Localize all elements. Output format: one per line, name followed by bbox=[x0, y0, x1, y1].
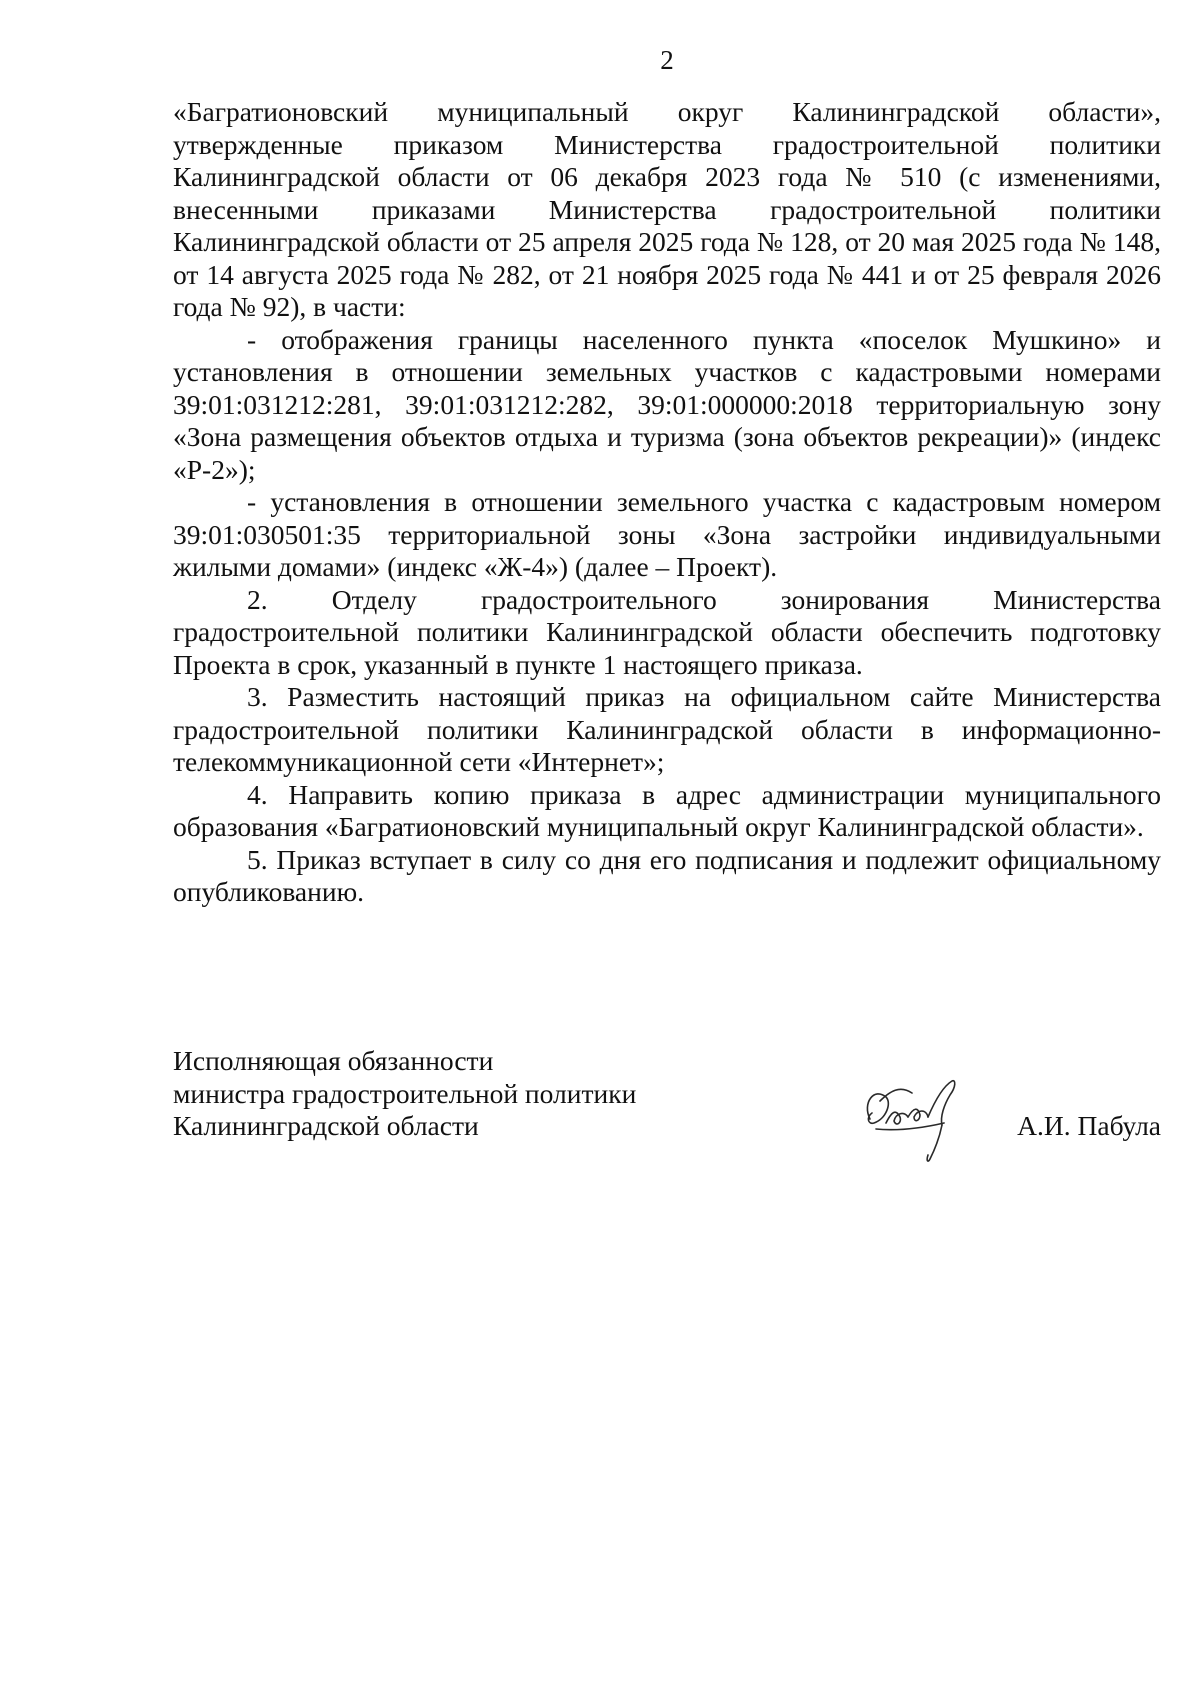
paragraph-continuation: «Багратионовский муниципальный округ Калининградской области», утвержденные приказом Министерства градостроительной политики Калининградской области от 06 декабря 2023 года № 510 (с изменениями, внесенными приказами Министерства градостроительной политики Калининградской области от 25 апреля 2025 года № 128, от 20 мая 2025 года № 148, от 14 августа 2025 года № 282, от 21 ноября 2025 года № 441 и от 25 февраля 2026 года № 92), в части: bbox=[173, 96, 1161, 322]
page-number: 2 bbox=[660, 45, 674, 75]
document-body bbox=[173, 96, 1161, 909]
paragraph-boundary-item: - отображения границы населенного пункта «поселок Мушкино» и установления в отношении земельных участков с кадастровыми номерами 39:01:031212:281, 39:01:031212:282, 39:01:000000:2018 территориальную зону «Зона размещения объектов отдыха и туризма (зона объектов рекреации)» (индекс «Р-2»); bbox=[173, 323, 1161, 485]
paragraph-point-5: 5. Приказ вступает в силу со дня его подписания и подлежит официальному опубликованию. bbox=[173, 843, 1161, 907]
paragraph-zone-item: - установления в отношении земельного участка с кадастровым номером 39:01:030501:35 территориальной зоны «Зона застройки индивидуальными жилыми домами» (индекс «Ж-4») (далее – Проект). bbox=[173, 486, 1161, 582]
signatory-position-line: Исполняющая обязанности bbox=[173, 1045, 494, 1076]
signatory-name: А.И. Пабула bbox=[1017, 1110, 1161, 1141]
signatory-position-line: Калининградской области bbox=[173, 1110, 479, 1141]
signature-block bbox=[173, 1045, 1161, 1165]
paragraph-point-4: 4. Направить копию приказа в адрес администрации муниципального образования «Багратионовский муниципальный округ Калининградской области». bbox=[173, 778, 1161, 842]
paragraph-point-2: 2. Отделу градостроительного зонирования Министерства градостроительной политики Калининградской области обеспечить подготовку Проекта в срок, указанный в пункте 1 настоящего приказа. bbox=[173, 583, 1161, 680]
handwritten-signature bbox=[856, 1073, 966, 1168]
signatory-position bbox=[173, 1045, 733, 1143]
paragraph-point-3: 3. Разместить настоящий приказ на официальном сайте Министерства градостроительной политики Калининградской области в информационно-телекоммуникационной сети «Интернет»; bbox=[173, 681, 1161, 777]
signatory-position-line: министра градостроительной политики bbox=[173, 1077, 637, 1109]
